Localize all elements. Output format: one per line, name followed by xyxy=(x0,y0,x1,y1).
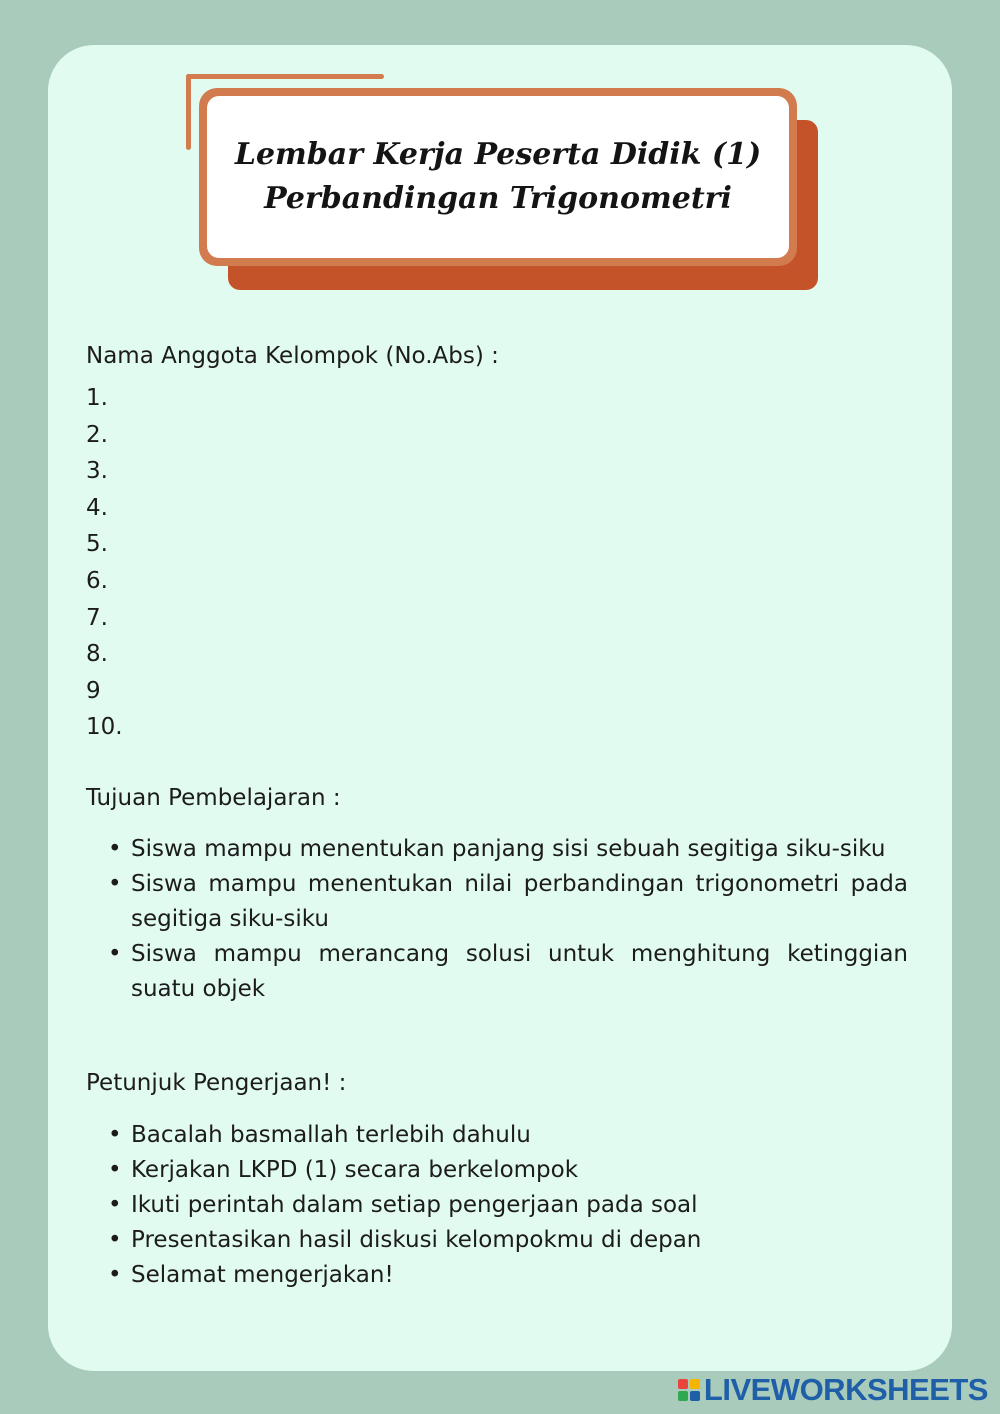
title-box xyxy=(199,88,797,266)
member-number: 9 xyxy=(86,677,101,704)
title-line-1: Lembar Kerja Peserta Didik (1) xyxy=(234,137,762,172)
group-members-list xyxy=(86,380,123,746)
instruction-item: • Kerjakan LKPD (1) secara berkelompok xyxy=(104,1153,908,1188)
instruction-item: • Selamat mengerjakan! xyxy=(104,1258,908,1293)
title-decor-line xyxy=(186,74,384,79)
liveworksheets-watermark xyxy=(678,1374,988,1406)
objectives-label: Tujuan Pembelajaran : xyxy=(86,785,341,811)
instructions-list xyxy=(104,1118,908,1293)
objective-item: • Siswa mampu merancang solusi untuk menghitung ketinggian suatu objek xyxy=(104,937,908,1007)
member-number: 8. xyxy=(86,641,108,668)
watermark-text: LIVEWORKSHEETS xyxy=(703,1372,988,1407)
objective-item: • Siswa mampu menentukan panjang sisi sebuah segitiga siku-siku xyxy=(104,832,908,867)
member-number: 10. xyxy=(86,714,123,741)
liveworksheets-logo-icon xyxy=(678,1379,700,1401)
member-number: 6. xyxy=(86,567,108,594)
instructions-label: Petunjuk Pengerjaan! : xyxy=(86,1070,347,1096)
objectives-list xyxy=(104,832,908,1007)
title-line-2: Perbandingan Trigonometri xyxy=(264,181,732,216)
member-number: 7. xyxy=(86,604,108,631)
member-number: 1. xyxy=(86,385,108,411)
objective-item: • Siswa mampu menentukan nilai perbandingan trigonometri pada segitiga siku-siku xyxy=(104,867,908,937)
title-inner xyxy=(207,96,789,258)
member-number: 3. xyxy=(86,458,108,485)
member-number: 5. xyxy=(86,531,108,558)
instruction-item: • Presentasikan hasil diskusi kelompokmu di depan xyxy=(104,1223,908,1258)
group-members-label: Nama Anggota Kelompok (No.Abs) : xyxy=(86,343,499,369)
instruction-item: • Ikuti perintah dalam setiap pengerjaan pada soal xyxy=(104,1188,908,1223)
member-number: 2. xyxy=(86,421,108,448)
member-number: 4. xyxy=(86,494,108,521)
title-decor-line-vertical xyxy=(186,74,191,150)
instruction-item: • Bacalah basmallah terlebih dahulu xyxy=(104,1118,908,1153)
